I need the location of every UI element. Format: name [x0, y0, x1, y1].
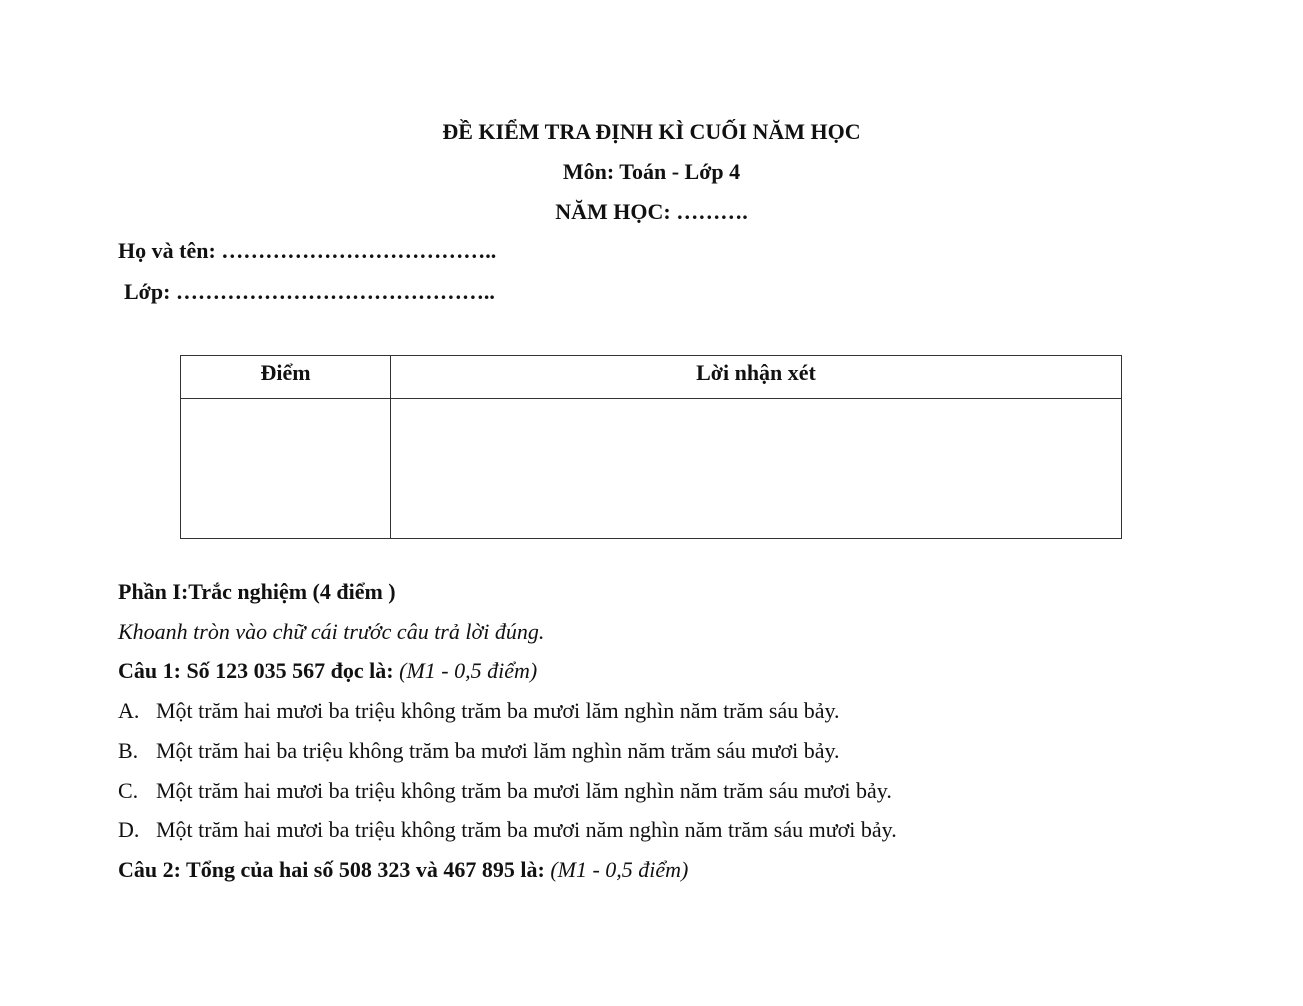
option-text: Một trăm hai ba triệu không trăm ba mươi lăm nghìn năm trăm sáu mươi bảy. [156, 738, 840, 763]
exam-subject: Môn: Toán - Lớp 4 [562, 159, 741, 184]
question-2 [118, 857, 688, 883]
option-letter: A. [118, 698, 140, 723]
score-table [180, 355, 1122, 539]
part1-heading: Phần I:Trắc nghiệm (4 điểm ) [118, 579, 396, 604]
comment-column-header: Lời nhận xét [391, 356, 1122, 399]
option-text: Một trăm hai mươi ba triệu không trăm ba mươi năm nghìn năm trăm sáu mươi bảy. [156, 817, 897, 842]
question-1-label: Câu 1: Số 123 035 567 đọc là: [118, 658, 394, 683]
option-letter: D. [118, 817, 140, 842]
question-1-points: (M1 - 0,5 điểm) [399, 658, 538, 683]
student-class-field: Lớp: …………………………………….. [124, 279, 495, 304]
question-1-option-b [118, 738, 840, 764]
score-table-header-row [181, 356, 1122, 399]
comment-cell [391, 399, 1122, 539]
option-letter: C. [118, 778, 139, 803]
question-2-points: (M1 - 0,5 điểm) [550, 857, 689, 882]
part1-instruction: Khoanh tròn vào chữ cái trước câu trả lời đúng. [118, 619, 545, 644]
option-text: Một trăm hai mươi ba triệu không trăm ba mươi lăm nghìn năm trăm sáu bảy. [156, 698, 840, 723]
school-year: NĂM HỌC: ………. [555, 199, 748, 224]
score-column-header: Điểm [181, 356, 391, 399]
option-text: Một trăm hai mươi ba triệu không trăm ba mươi lăm nghìn năm trăm sáu mươi bảy. [156, 778, 892, 803]
exam-title: ĐỀ KIỂM TRA ĐỊNH KÌ CUỐI NĂM HỌC [442, 119, 861, 144]
question-1-option-d [118, 817, 897, 843]
score-table-body-row [181, 399, 1122, 539]
option-letter: B. [118, 738, 139, 763]
question-1-option-c [118, 778, 892, 804]
question-2-label: Câu 2: Tổng của hai số 508 323 và 467 895 là: [118, 857, 545, 882]
question-1 [118, 658, 537, 684]
score-cell [181, 399, 391, 539]
question-1-option-a [118, 698, 840, 724]
student-name-field: Họ và tên: ……………………………….. [118, 238, 497, 263]
